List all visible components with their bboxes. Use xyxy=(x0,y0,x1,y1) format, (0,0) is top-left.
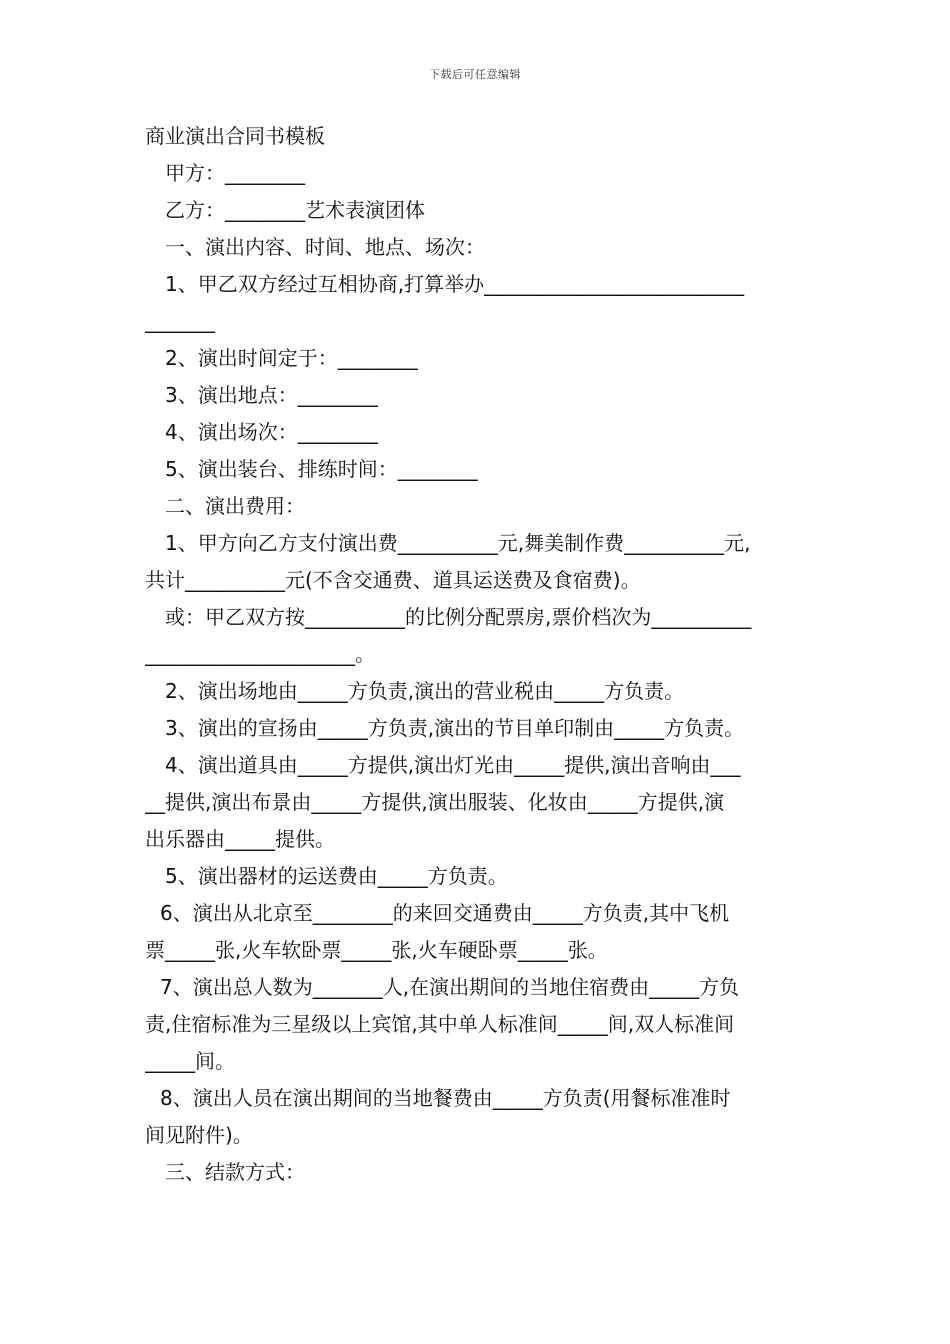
clause-2-4-cont-2: 出乐器由_____提供。 xyxy=(145,827,335,851)
document-body xyxy=(145,118,810,1191)
clause-2-1: 1、甲方向乙方支付演出费__________元,舞美制作费__________元, xyxy=(165,531,751,555)
clause-2-6-cont: 票_____张,火车软卧票_____张,火车硬卧票_____张。 xyxy=(145,938,608,962)
clause-1-3: 3、演出地点：________ xyxy=(165,383,378,407)
clause-2-alt-cont: _____________________。 xyxy=(145,642,375,666)
party-a-line: 甲方：________ xyxy=(165,161,305,185)
clause-1-1-cont: _______ xyxy=(145,309,215,333)
clause-2-8: 8、演出人员在演出期间的当地餐费由_____方负责(用餐标准准时 xyxy=(160,1086,731,1110)
clause-2-5: 5、演出器材的运送费由_____方负责。 xyxy=(165,864,508,888)
clause-2-7-cont-1: 责,住宿标准为三星级以上宾馆,其中单人标准间_____间,双人标准间 xyxy=(145,1012,735,1036)
clause-2-7-cont-2: _____间。 xyxy=(145,1049,235,1073)
section-heading-3: 三、结款方式： xyxy=(165,1160,305,1184)
section-heading-2: 二、演出费用： xyxy=(165,494,305,518)
clause-1-2: 2、演出时间定于：________ xyxy=(165,346,418,370)
clause-1-1: 1、甲乙双方经过互相协商,打算举办__________________________ xyxy=(165,272,745,296)
header-note: 下载后可任意编辑 xyxy=(429,68,521,81)
clause-2-2: 2、演出场地由_____方负责,演出的营业税由_____方负责。 xyxy=(165,679,685,703)
clause-2-8-cont: 间见附件)。 xyxy=(145,1123,253,1147)
document-title: 商业演出合同书模板 xyxy=(145,124,325,148)
clause-2-alt: 或：甲乙双方按__________的比例分配票房,票价档次为__________ xyxy=(165,605,752,629)
clause-1-5: 5、演出装台、排练时间：________ xyxy=(165,457,478,481)
clause-2-3: 3、演出的宣扬由_____方负责,演出的节目单印制由_____方负责。 xyxy=(165,716,745,740)
party-b-line: 乙方：________艺术表演团体 xyxy=(165,198,425,222)
section-heading-1: 一、演出内容、时间、地点、场次： xyxy=(165,235,485,259)
clause-2-7: 7、演出总人数为_______人,在演出期间的当地住宿费由_____方负 xyxy=(160,975,740,999)
clause-2-6: 6、演出从北京至________的来回交通费由_____方负责,其中飞机 xyxy=(160,901,730,925)
clause-1-4: 4、演出场次：________ xyxy=(165,420,378,444)
clause-2-4-cont-1: __提供,演出布景由_____方提供,演出服装、化妆由_____方提供,演 xyxy=(145,790,725,814)
clause-2-4: 4、演出道具由_____方提供,演出灯光由_____提供,演出音响由___ xyxy=(165,753,741,777)
clause-2-1-cont: 共计__________元(不含交通费、道具运送费及食宿费)。 xyxy=(145,568,641,592)
